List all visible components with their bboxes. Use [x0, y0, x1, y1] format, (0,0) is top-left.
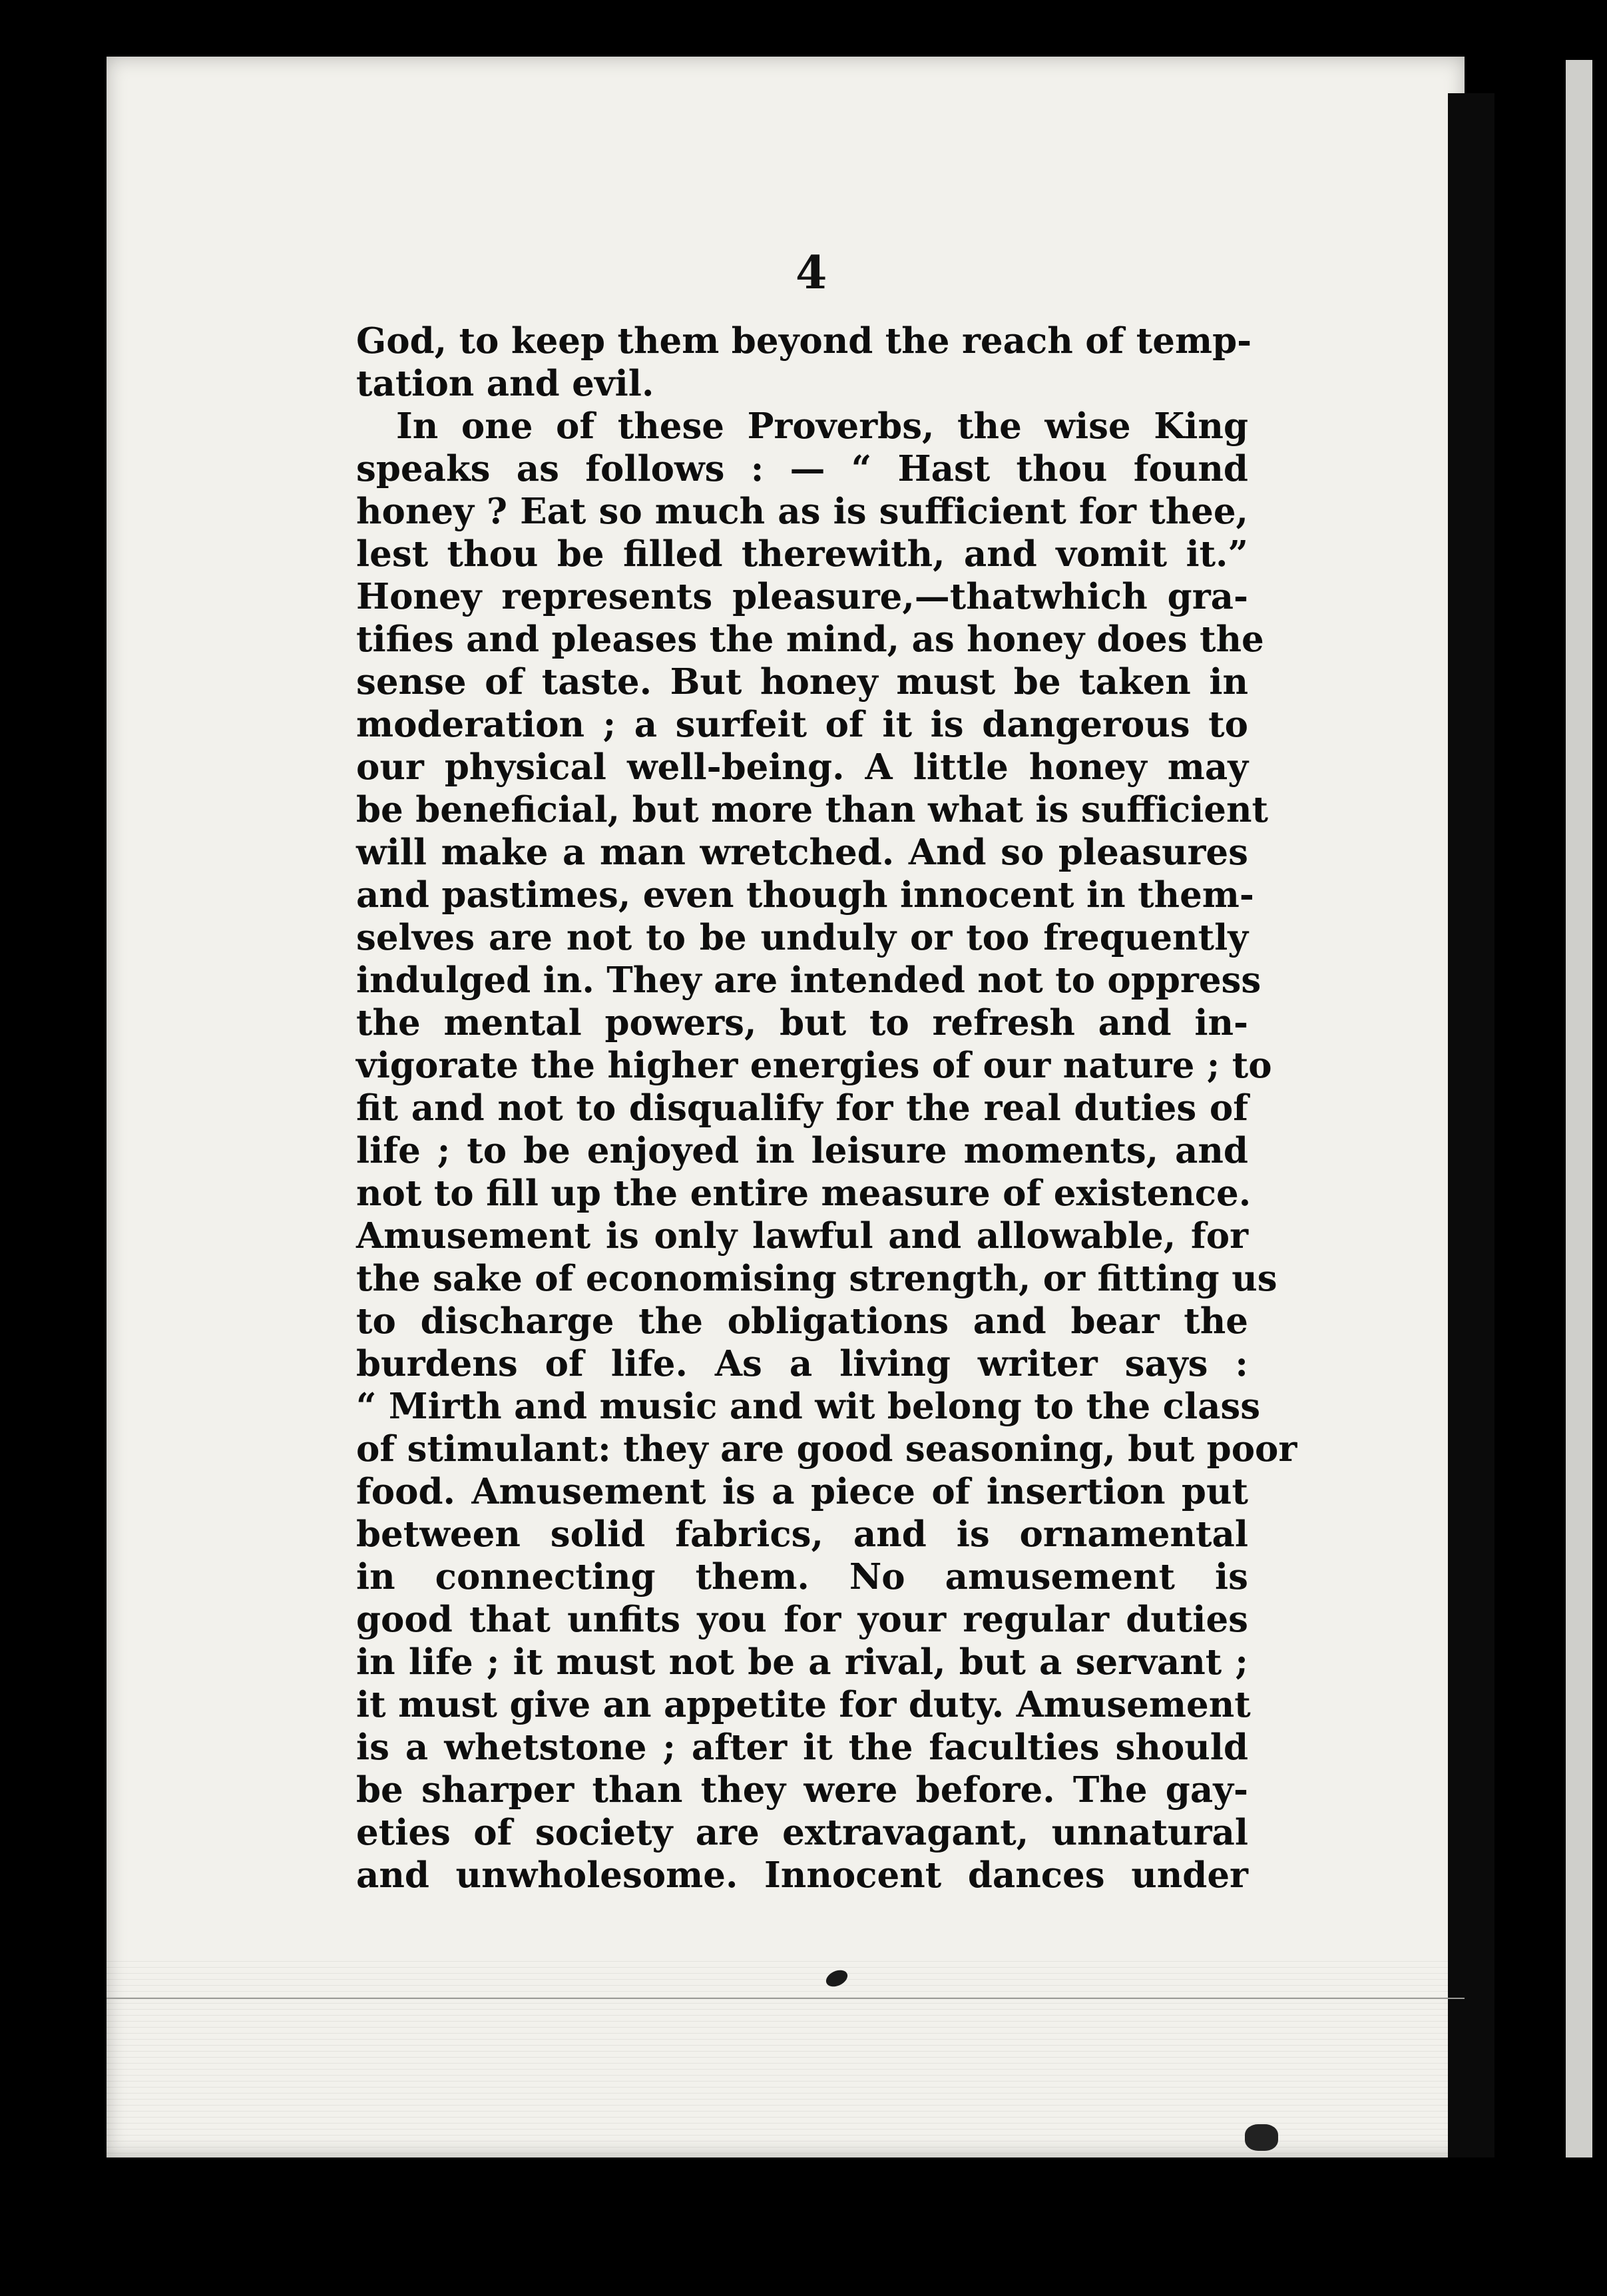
text-line: Honey represents pleasure,—thatwhich gra- [356, 576, 1248, 617]
text-line: to discharge the obligations and bear the [356, 1300, 1248, 1342]
text-line: and unwholesome. Innocent dances under [356, 1855, 1248, 1896]
text-line: Amusement is only lawful and allowable, for [356, 1215, 1248, 1257]
adjacent-page-edge [1566, 60, 1592, 2157]
body-text [356, 320, 1297, 1896]
text-line: In one of these Proverbs, the wise King [396, 406, 1248, 447]
text-line: in connecting them. No amusement is [356, 1556, 1248, 1597]
bottom-rule [107, 1998, 1465, 1999]
text-line: selves are not to be unduly or too frequently [356, 917, 1248, 958]
text-line: be sharper than they were before. The gay- [356, 1769, 1248, 1811]
ink-blot [1245, 2124, 1278, 2151]
text-line: God, to keep them beyond the reach of temp- [356, 320, 1252, 362]
text-line: burdens of life. As a living writer says : [356, 1343, 1248, 1384]
page-number: 4 [796, 246, 827, 300]
text-line: food. Amusement is a piece of insertion put [356, 1471, 1248, 1512]
text-line: sense of taste. But honey must be taken in [356, 661, 1248, 703]
text-line: it must give an appetite for duty. Amusement [356, 1684, 1251, 1725]
text-line: in life ; it must not be a rival, but a servant ; [356, 1641, 1248, 1683]
text-line: not to fill up the entire measure of existence. [356, 1173, 1252, 1214]
text-line: “ Mirth and music and wit belong to the class [356, 1386, 1261, 1427]
text-line: life ; to be enjoyed in leisure moments, and [356, 1130, 1248, 1171]
text-line: vigorate the higher energies of our nature ; to [356, 1045, 1272, 1086]
text-line: tation and evil. [356, 363, 654, 404]
text-line: between solid fabrics, and is ornamental [356, 1514, 1248, 1555]
text-line: the mental powers, but to refresh and in- [356, 1002, 1248, 1043]
text-line: is a whetstone ; after it the faculties should [356, 1727, 1248, 1768]
text-line: be beneficial, but more than what is sufficient [356, 789, 1268, 830]
text-line: of stimulant: they are good seasoning, but poor [356, 1428, 1297, 1470]
text-line: will make a man wretched. And so pleasures [356, 832, 1248, 873]
text-line: our physical well-being. A little honey may [356, 746, 1248, 788]
text-line: and pastimes, even though innocent in them- [356, 874, 1254, 916]
text-line: moderation ; a surfeit of it is dangerous to [356, 704, 1248, 745]
text-line: good that unfits you for your regular duties [356, 1599, 1248, 1640]
text-line: indulged in. They are intended not to oppress [356, 960, 1262, 1001]
text-line: eties of society are extravagant, unnatural [356, 1812, 1248, 1853]
text-line: speaks as follows : — “ Hast thou found [356, 448, 1248, 489]
text-line: fit and not to disqualify for the real duties of [356, 1087, 1248, 1129]
text-line: honey ? Eat so much as is sufficient for thee, [356, 491, 1248, 532]
text-line: the sake of economising strength, or fitting us [356, 1258, 1277, 1299]
text-line: lest thou be filled therewith, and vomit it.” [356, 533, 1248, 575]
page-edge-shadow [1448, 93, 1494, 2157]
text-line: tifies and pleases the mind, as honey does the [356, 619, 1264, 660]
